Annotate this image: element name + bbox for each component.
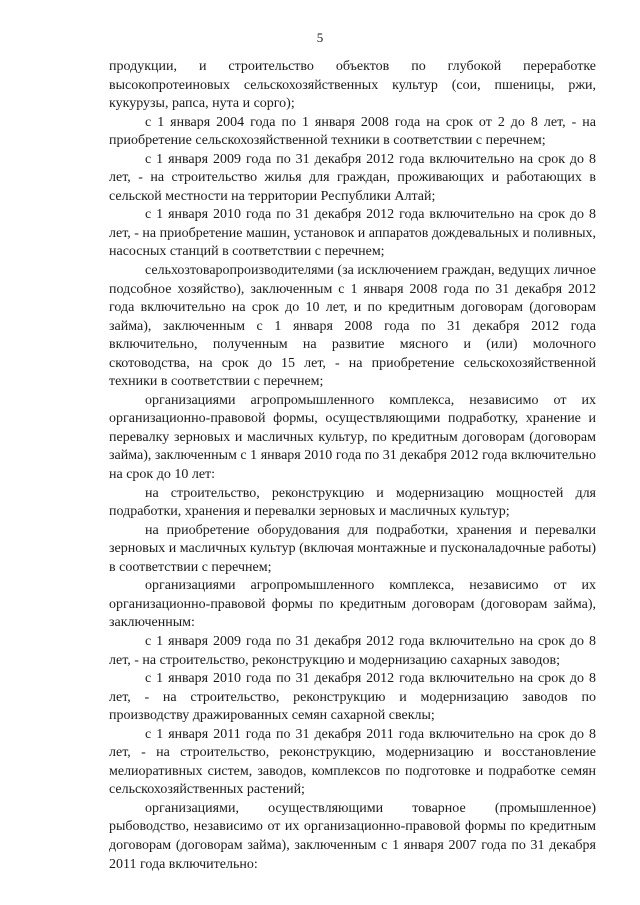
document-body <box>109 58 596 874</box>
paragraph: организациями агропромышленного комплекса, независимо от их организационно-правовой формы, осуществляющими подработку, хранение и перевалку зерновых и масличных культур, по кредитным договорам (договорам займа), заключенным с 1 января 2010 года по 31 декабря 2012 года включительно на срок до 10 лет: <box>109 392 596 483</box>
paragraph: на строительство, реконструкцию и модернизацию мощностей для подработки, хранения и перевалки зерновых и масличных культур; <box>109 485 596 520</box>
paragraph: организациями агропромышленного комплекса, независимо от их организационно-правовой формы по кредитным договорам (договорам займа), заключенным: <box>109 578 596 631</box>
page-number: 5 <box>316 30 324 45</box>
paragraph: с 1 января 2011 года по 31 декабря 2011 года включительно на срок до 8 лет, - на строительство, реконструкцию, модернизацию и восстановление мелиоративных систем, заводов, комплексов по подготовке и подработке семян сельскохозяйственных растений; <box>109 726 596 798</box>
paragraph: на приобретение оборудования для подработки, хранения и перевалки зерновых и масличных культур (включая монтажные и пусконаладочные работы) в соответствии с перечнем; <box>109 522 597 575</box>
paragraph: с 1 января 2010 года по 31 декабря 2012 года включительно на срок до 8 лет, - на строительство, реконструкцию и модернизацию заводов по производству дражированных семян сахарной свеклы; <box>109 671 596 724</box>
paragraph: с 1 января 2009 года по 31 декабря 2012 года включительно на срок до 8 лет, - на строительство, реконструкцию и модернизацию сахарных заводов; <box>109 633 596 668</box>
paragraph: организациями, осуществляющими товарное (промышленное) рыбоводство, независимо от их организационно-правовой формы по кредитным договорам (договорам займа), заключенным с 1 января 2007 года по 31 декабря 2011 года включительно: <box>109 800 596 872</box>
paragraph: продукции, и строительство объектов по глубокой переработке высокопротеиновых сельскохозяйственных культур (сои, пшеницы, ржи, кукурузы, рапса, нута и сорго); <box>109 59 596 112</box>
paragraph: сельхозтоваропроизводителями (за исключением граждан, ведущих личное подсобное хозяйство), заключенным с 1 января 2008 года по 31 декабря 2012 года включительно на срок до 10 лет, и по кредитным договорам (договорам займа), заключенным с 1 января 2008 года по 31 декабря 2012 года включительно, полученным на развитие мясного и (или) молочного скотоводства, на срок до 15 лет, - на приобретение сельскохозяйственной техники в соответствии с перечнем; <box>109 263 596 390</box>
paragraph: с 1 января 2010 года по 31 декабря 2012 года включительно на срок до 8 лет, - на приобретение машин, установок и аппаратов дождевальных и поливных, насосных станций в соответствии с перечнем; <box>109 207 596 260</box>
paragraph: с 1 января 2004 года по 1 января 2008 года на срок от 2 до 8 лет, - на приобретение сельскохозяйственной техники в соответствии с перечнем; <box>109 114 596 149</box>
paragraph: с 1 января 2009 года по 31 декабря 2012 года включительно на срок до 8 лет, - на строительство жилья для граждан, проживающих и работающих в сельской местности на территории Республики Алтай; <box>109 151 596 204</box>
